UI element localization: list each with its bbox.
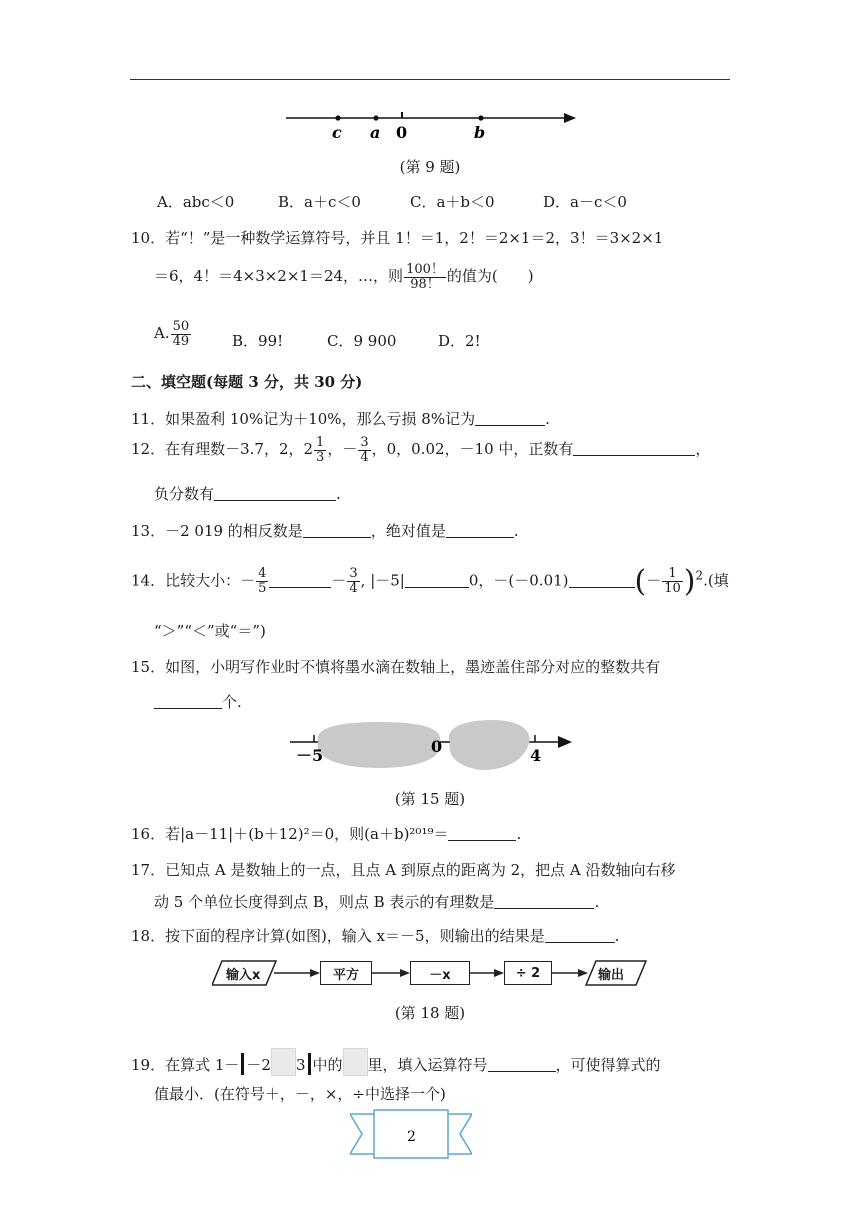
q12-blank-negative-fraction[interactable] [214, 485, 336, 501]
q13-blank-opposite[interactable] [303, 522, 371, 538]
q13-blank-absolute[interactable] [446, 522, 514, 538]
flow-minus-x-box: －x [410, 961, 470, 985]
q18: 18．按下面的程序计算(如图)，输入 x＝－5，则输出的结果是 . [131, 927, 620, 945]
q14-blank-3[interactable] [569, 572, 635, 588]
q13: 13．－2 019 的相反数是 ，绝对值是 . [131, 522, 519, 540]
q19-line2: 值最小．(在符号＋，－，×，÷中选择一个) [154, 1085, 446, 1103]
q16: 16．若|a－11|＋(b＋12)²＝0，则(a＋b)²⁰¹⁹＝ . [131, 825, 522, 843]
q10-option-c: C．9 900 [327, 332, 397, 350]
q9-caption: (第 9 题) [399, 158, 461, 176]
q14-line1: 14．比较大小：－ $\frac{4}{5}$ － $\frac{3}{4}$ , |－5| 0，－(－0.01) (－ $\frac{1}{10}$ )$^2$.(填 [131, 564, 729, 599]
q17-blank[interactable] [494, 893, 594, 909]
q14-blank-2[interactable] [405, 572, 469, 588]
q11: 11．如果盈利 10%记为＋10%，那么亏损 8%记为 . [131, 410, 550, 428]
q10-option-b: B．99! [232, 332, 284, 350]
q14-blank-1[interactable] [269, 572, 331, 588]
q9-option-d: D．a－c＜0 [543, 193, 627, 211]
q18-blank[interactable] [545, 927, 615, 943]
q10-option-a: A. $\frac{50}{49}$ [154, 319, 190, 349]
flow-square-box: 平方 [320, 961, 372, 985]
q9-option-a: A．abc＜0 [157, 193, 235, 211]
q10-line1: 10．若“！”是一种数学运算符号，并且 1！＝1，2！＝2×1＝2，3！＝3×2×1 [131, 229, 664, 247]
q19-blank[interactable] [488, 1056, 556, 1072]
q15-line1: 15．如图，小明写作业时不慎将墨水滴在数轴上，墨迹盖住部分对应的整数共有 [131, 658, 661, 676]
q9-option-b: B．a＋c＜0 [278, 193, 361, 211]
q9-label-c: c [332, 123, 342, 142]
flow-output-label: 输出 [598, 968, 625, 983]
q9-label-a: a [370, 123, 381, 142]
q9-number-line [280, 104, 580, 144]
ink-blot-left [318, 722, 441, 768]
q15-blank[interactable] [154, 693, 222, 709]
q9-label-b: b [474, 123, 486, 142]
q18-caption: (第 18 题) [394, 1004, 466, 1022]
q17-line2: 动 5 个单位长度得到点 B，则点 B 表示的有理数是 . [154, 893, 600, 911]
q11-blank[interactable] [475, 410, 545, 426]
q14-line2: “＞”“＜”或“＝”) [154, 622, 266, 640]
flow-input-label: 输入x [226, 968, 261, 983]
q17-line1: 17．已知点 A 是数轴上的一点，且点 A 到原点的距离为 2，把点 A 沿数轴向右移 [131, 861, 676, 879]
header-rule [130, 79, 730, 80]
q12-line1: 12．在有理数－3.7，2，2 $\frac{1}{3}$ ，－ $\frac{3}{4}$ ，0，0.02，－10 中，正数有 ， [131, 435, 711, 465]
q9-label-0: 0 [396, 123, 408, 142]
q15-number-line [284, 716, 576, 772]
q10-line2: ＝6，4！＝4×3×2×1＝24，…，则 $\frac{100!}{98!}$ 的值为( ) [154, 262, 534, 292]
q15-label-4: 4 [530, 746, 542, 765]
q12-line2: 负分数有 . [154, 485, 341, 503]
q12-blank-positive[interactable] [573, 440, 695, 456]
q19-operator-box[interactable] [271, 1048, 296, 1076]
ink-blot-right [449, 720, 530, 770]
q15-label-0: 0 [431, 737, 443, 756]
q19-operator-box-ref [343, 1048, 368, 1076]
page-ribbon [350, 1108, 472, 1164]
q15-label-neg5: －5 [296, 746, 324, 765]
q15-caption: (第 15 题) [394, 790, 466, 808]
q16-blank[interactable] [448, 825, 516, 841]
page-number: 2 [407, 1129, 416, 1145]
q15-line2: 个. [154, 691, 242, 712]
q9-option-c: C．a＋b＜0 [410, 193, 495, 211]
q10-option-d: D．2! [438, 332, 481, 350]
q19-line1: 19．在算式 1－ －2 3 中的 里，填入运算符号 ，可使得算式的 [131, 1048, 661, 1076]
flow-divide-box: ÷ 2 [504, 961, 552, 985]
section-heading: 二、填空题(每题 3 分，共 30 分) [131, 373, 363, 391]
